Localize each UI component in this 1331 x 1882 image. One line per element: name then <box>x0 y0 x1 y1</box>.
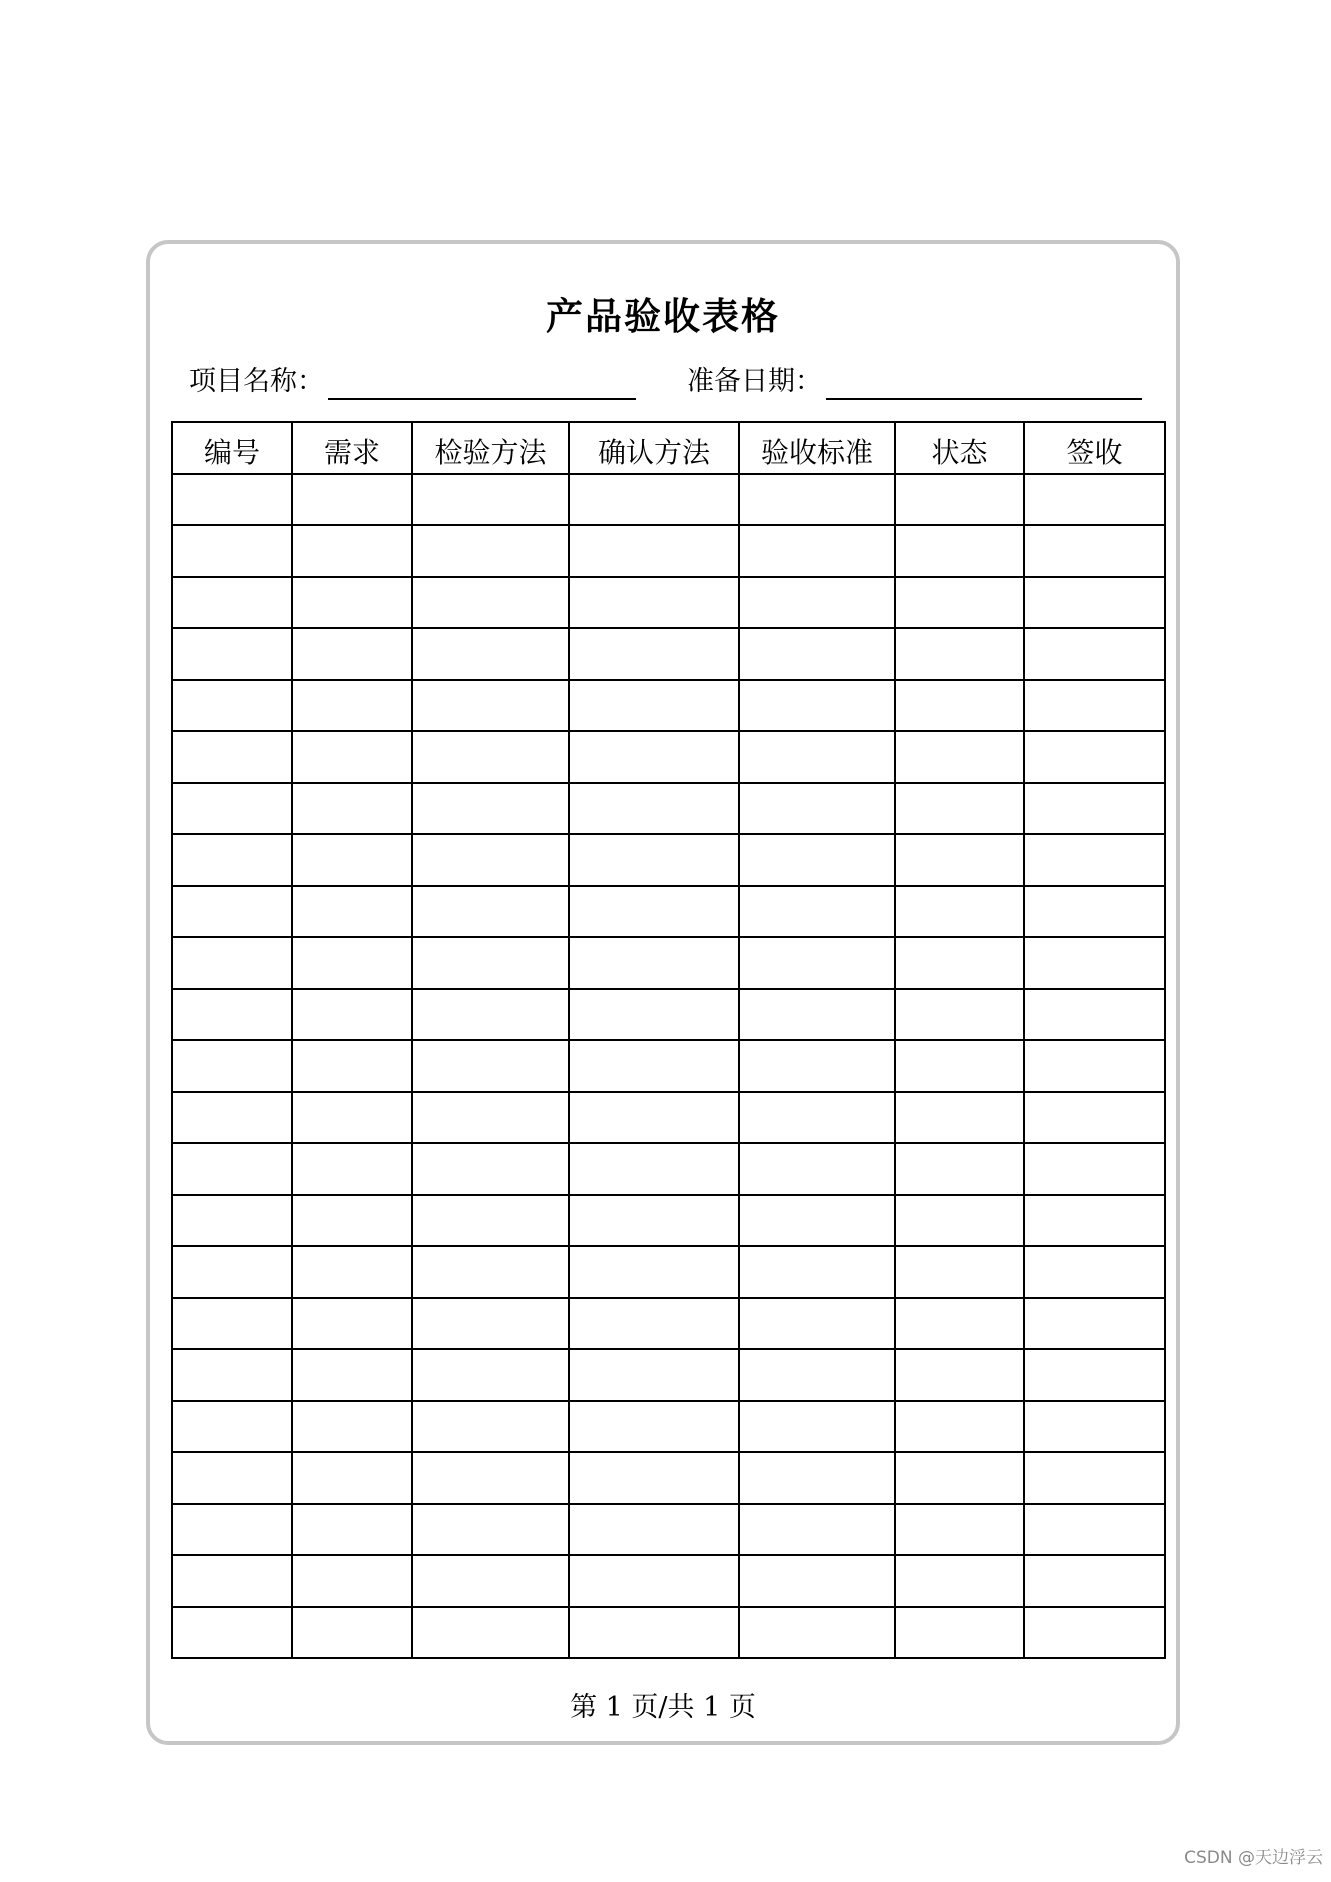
table-cell <box>739 525 895 577</box>
table-cell <box>412 1607 569 1659</box>
table-cell <box>739 1298 895 1350</box>
table-cell <box>1024 834 1165 886</box>
table-cell <box>412 1555 569 1607</box>
table-cell <box>895 886 1024 938</box>
table-cell <box>569 731 739 783</box>
table-cell <box>292 628 412 680</box>
table-cell <box>895 1143 1024 1195</box>
table-cell <box>739 731 895 783</box>
watermark: CSDN @天边浮云 <box>1184 1848 1323 1868</box>
table-row <box>172 937 1165 989</box>
table-cell <box>569 1040 739 1092</box>
table-cell <box>292 989 412 1041</box>
table-cell <box>1024 1246 1165 1298</box>
table-cell <box>172 731 292 783</box>
table-cell <box>292 937 412 989</box>
table-cell <box>569 1555 739 1607</box>
table-cell <box>569 628 739 680</box>
table-cell <box>895 731 1024 783</box>
table-cell <box>1024 1195 1165 1247</box>
table-row <box>172 1298 1165 1350</box>
table-row <box>172 731 1165 783</box>
table-cell <box>292 1092 412 1144</box>
table-row <box>172 525 1165 577</box>
table-cell <box>739 783 895 835</box>
table-cell <box>1024 1452 1165 1504</box>
table-cell <box>739 1401 895 1453</box>
table-cell <box>895 1607 1024 1659</box>
table-cell <box>172 1504 292 1556</box>
table-cell <box>569 680 739 732</box>
table-cell <box>569 525 739 577</box>
table-cell <box>172 1298 292 1350</box>
table-cell <box>895 1246 1024 1298</box>
table-cell <box>292 1349 412 1401</box>
table-cell <box>569 1143 739 1195</box>
table-row <box>172 1555 1165 1607</box>
table-cell <box>172 834 292 886</box>
table-cell <box>569 577 739 629</box>
project-name-field <box>189 364 636 400</box>
table-cell <box>569 1195 739 1247</box>
document-title: 产品验收表格 <box>546 295 780 338</box>
table-cell <box>569 886 739 938</box>
table-cell <box>412 1143 569 1195</box>
table-row <box>172 474 1165 526</box>
table-cell <box>895 1195 1024 1247</box>
table-cell <box>1024 680 1165 732</box>
table-cell <box>412 474 569 526</box>
table-cell <box>292 525 412 577</box>
table-row <box>172 1504 1165 1556</box>
table-row <box>172 886 1165 938</box>
table-cell <box>412 1246 569 1298</box>
table-cell <box>1024 886 1165 938</box>
table-cell <box>412 1298 569 1350</box>
table-cell <box>412 1040 569 1092</box>
table-cell <box>412 937 569 989</box>
table-cell <box>172 474 292 526</box>
table-cell <box>172 1246 292 1298</box>
table-cell <box>895 1401 1024 1453</box>
prepare-date-field <box>687 364 1142 400</box>
table-row <box>172 1246 1165 1298</box>
project-name-label: 项目名称： <box>189 366 324 397</box>
table-cell <box>569 1349 739 1401</box>
table-cell <box>895 474 1024 526</box>
prepare-date-label: 准备日期： <box>687 366 822 397</box>
header-number: 编号 <box>172 422 292 474</box>
table-cell <box>172 577 292 629</box>
table-cell <box>172 1040 292 1092</box>
table-cell <box>412 1401 569 1453</box>
table-cell <box>412 680 569 732</box>
table-cell <box>569 1504 739 1556</box>
prepare-date-blank <box>826 364 1142 400</box>
table-row <box>172 1349 1165 1401</box>
table-cell <box>569 474 739 526</box>
table-cell <box>292 1401 412 1453</box>
table-row <box>172 783 1165 835</box>
table-cell <box>412 783 569 835</box>
table-cell <box>1024 1143 1165 1195</box>
table-cell <box>1024 628 1165 680</box>
table-cell <box>739 1452 895 1504</box>
table-cell <box>412 1452 569 1504</box>
table-cell <box>172 1607 292 1659</box>
table-cell <box>1024 1607 1165 1659</box>
table-cell <box>895 1555 1024 1607</box>
table-row <box>172 1452 1165 1504</box>
table-cell <box>895 680 1024 732</box>
table-cell <box>895 834 1024 886</box>
table-cell <box>172 783 292 835</box>
table-cell <box>739 474 895 526</box>
table-cell <box>569 1401 739 1453</box>
table-cell <box>895 1504 1024 1556</box>
table-cell <box>1024 1092 1165 1144</box>
table-cell <box>292 1607 412 1659</box>
table-row <box>172 834 1165 886</box>
table-cell <box>172 1401 292 1453</box>
table-row <box>172 1607 1165 1659</box>
table-cell <box>292 577 412 629</box>
header-sign-off: 签收 <box>1024 422 1165 474</box>
table-cell <box>569 989 739 1041</box>
table-cell <box>172 1349 292 1401</box>
table-cell <box>895 577 1024 629</box>
table-cell <box>412 989 569 1041</box>
table-cell <box>172 989 292 1041</box>
header-acceptance-criteria: 验收标准 <box>739 422 895 474</box>
table-row <box>172 989 1165 1041</box>
table-cell <box>292 474 412 526</box>
table-cell <box>739 628 895 680</box>
header-status: 状态 <box>895 422 1024 474</box>
table-cell <box>739 1246 895 1298</box>
table-cell <box>569 1452 739 1504</box>
table-cell <box>412 525 569 577</box>
table-cell <box>412 628 569 680</box>
table-row <box>172 1143 1165 1195</box>
table-cell <box>569 1092 739 1144</box>
table-cell <box>172 1452 292 1504</box>
table-cell <box>569 834 739 886</box>
table-row <box>172 1195 1165 1247</box>
table-cell <box>739 886 895 938</box>
table-cell <box>1024 577 1165 629</box>
header-confirmation-method: 确认方法 <box>569 422 739 474</box>
table-cell <box>895 1298 1024 1350</box>
table-cell <box>895 937 1024 989</box>
table-cell <box>895 783 1024 835</box>
table-cell <box>292 1504 412 1556</box>
page-footer: 第 1 页/共 1 页 <box>570 1692 756 1723</box>
table-cell <box>292 1143 412 1195</box>
table-cell <box>895 525 1024 577</box>
table-cell <box>569 1246 739 1298</box>
table-cell <box>569 1607 739 1659</box>
table-cell <box>1024 1401 1165 1453</box>
table-cell <box>895 1452 1024 1504</box>
table-cell <box>412 886 569 938</box>
table-cell <box>1024 1040 1165 1092</box>
table-cell <box>292 1555 412 1607</box>
table-cell <box>412 731 569 783</box>
table-cell <box>292 783 412 835</box>
table-cell <box>569 1298 739 1350</box>
table-cell <box>292 1040 412 1092</box>
table-cell <box>1024 731 1165 783</box>
table-cell <box>292 834 412 886</box>
table-cell <box>292 1246 412 1298</box>
table-cell <box>739 577 895 629</box>
table-cell <box>412 1195 569 1247</box>
table-cell <box>1024 783 1165 835</box>
table-cell <box>292 886 412 938</box>
table-row <box>172 628 1165 680</box>
table-cell <box>1024 525 1165 577</box>
header-inspection-method: 检验方法 <box>412 422 569 474</box>
table-cell <box>172 886 292 938</box>
table-cell <box>1024 1504 1165 1556</box>
table-cell <box>292 731 412 783</box>
table-cell <box>292 1298 412 1350</box>
table-cell <box>739 1607 895 1659</box>
table-cell <box>1024 989 1165 1041</box>
table-cell <box>895 989 1024 1041</box>
table-row <box>172 1040 1165 1092</box>
table-row <box>172 1092 1165 1144</box>
table-cell <box>172 628 292 680</box>
acceptance-table <box>171 421 1166 1659</box>
table-cell <box>739 1143 895 1195</box>
table-cell <box>739 1555 895 1607</box>
table-cell <box>172 680 292 732</box>
table-cell <box>1024 1349 1165 1401</box>
table-row <box>172 680 1165 732</box>
table-header-row <box>172 422 1165 474</box>
table-cell <box>412 1504 569 1556</box>
table-cell <box>895 1040 1024 1092</box>
table-cell <box>412 1092 569 1144</box>
table-cell <box>1024 1298 1165 1350</box>
table-body <box>172 474 1165 1659</box>
table-cell <box>739 937 895 989</box>
table-cell <box>739 680 895 732</box>
project-name-blank <box>328 364 636 400</box>
table-cell <box>739 1349 895 1401</box>
table-cell <box>172 1092 292 1144</box>
table-cell <box>739 834 895 886</box>
table-cell <box>172 1143 292 1195</box>
table-cell <box>412 1349 569 1401</box>
table-cell <box>172 1195 292 1247</box>
table-cell <box>292 680 412 732</box>
table-cell <box>739 989 895 1041</box>
table-cell <box>739 1040 895 1092</box>
table-row <box>172 1401 1165 1453</box>
table-cell <box>739 1195 895 1247</box>
table-row <box>172 577 1165 629</box>
table-cell <box>172 937 292 989</box>
table-cell <box>1024 1555 1165 1607</box>
table-cell <box>569 937 739 989</box>
table-cell <box>895 1349 1024 1401</box>
header-requirement: 需求 <box>292 422 412 474</box>
table-cell <box>569 783 739 835</box>
table-cell <box>412 577 569 629</box>
table-cell <box>1024 937 1165 989</box>
table-cell <box>412 834 569 886</box>
table-cell <box>172 525 292 577</box>
table-cell <box>739 1504 895 1556</box>
table-cell <box>739 1092 895 1144</box>
table-cell <box>895 628 1024 680</box>
table-cell <box>895 1092 1024 1144</box>
table-cell <box>1024 474 1165 526</box>
table-cell <box>172 1555 292 1607</box>
table-cell <box>292 1195 412 1247</box>
table-cell <box>292 1452 412 1504</box>
